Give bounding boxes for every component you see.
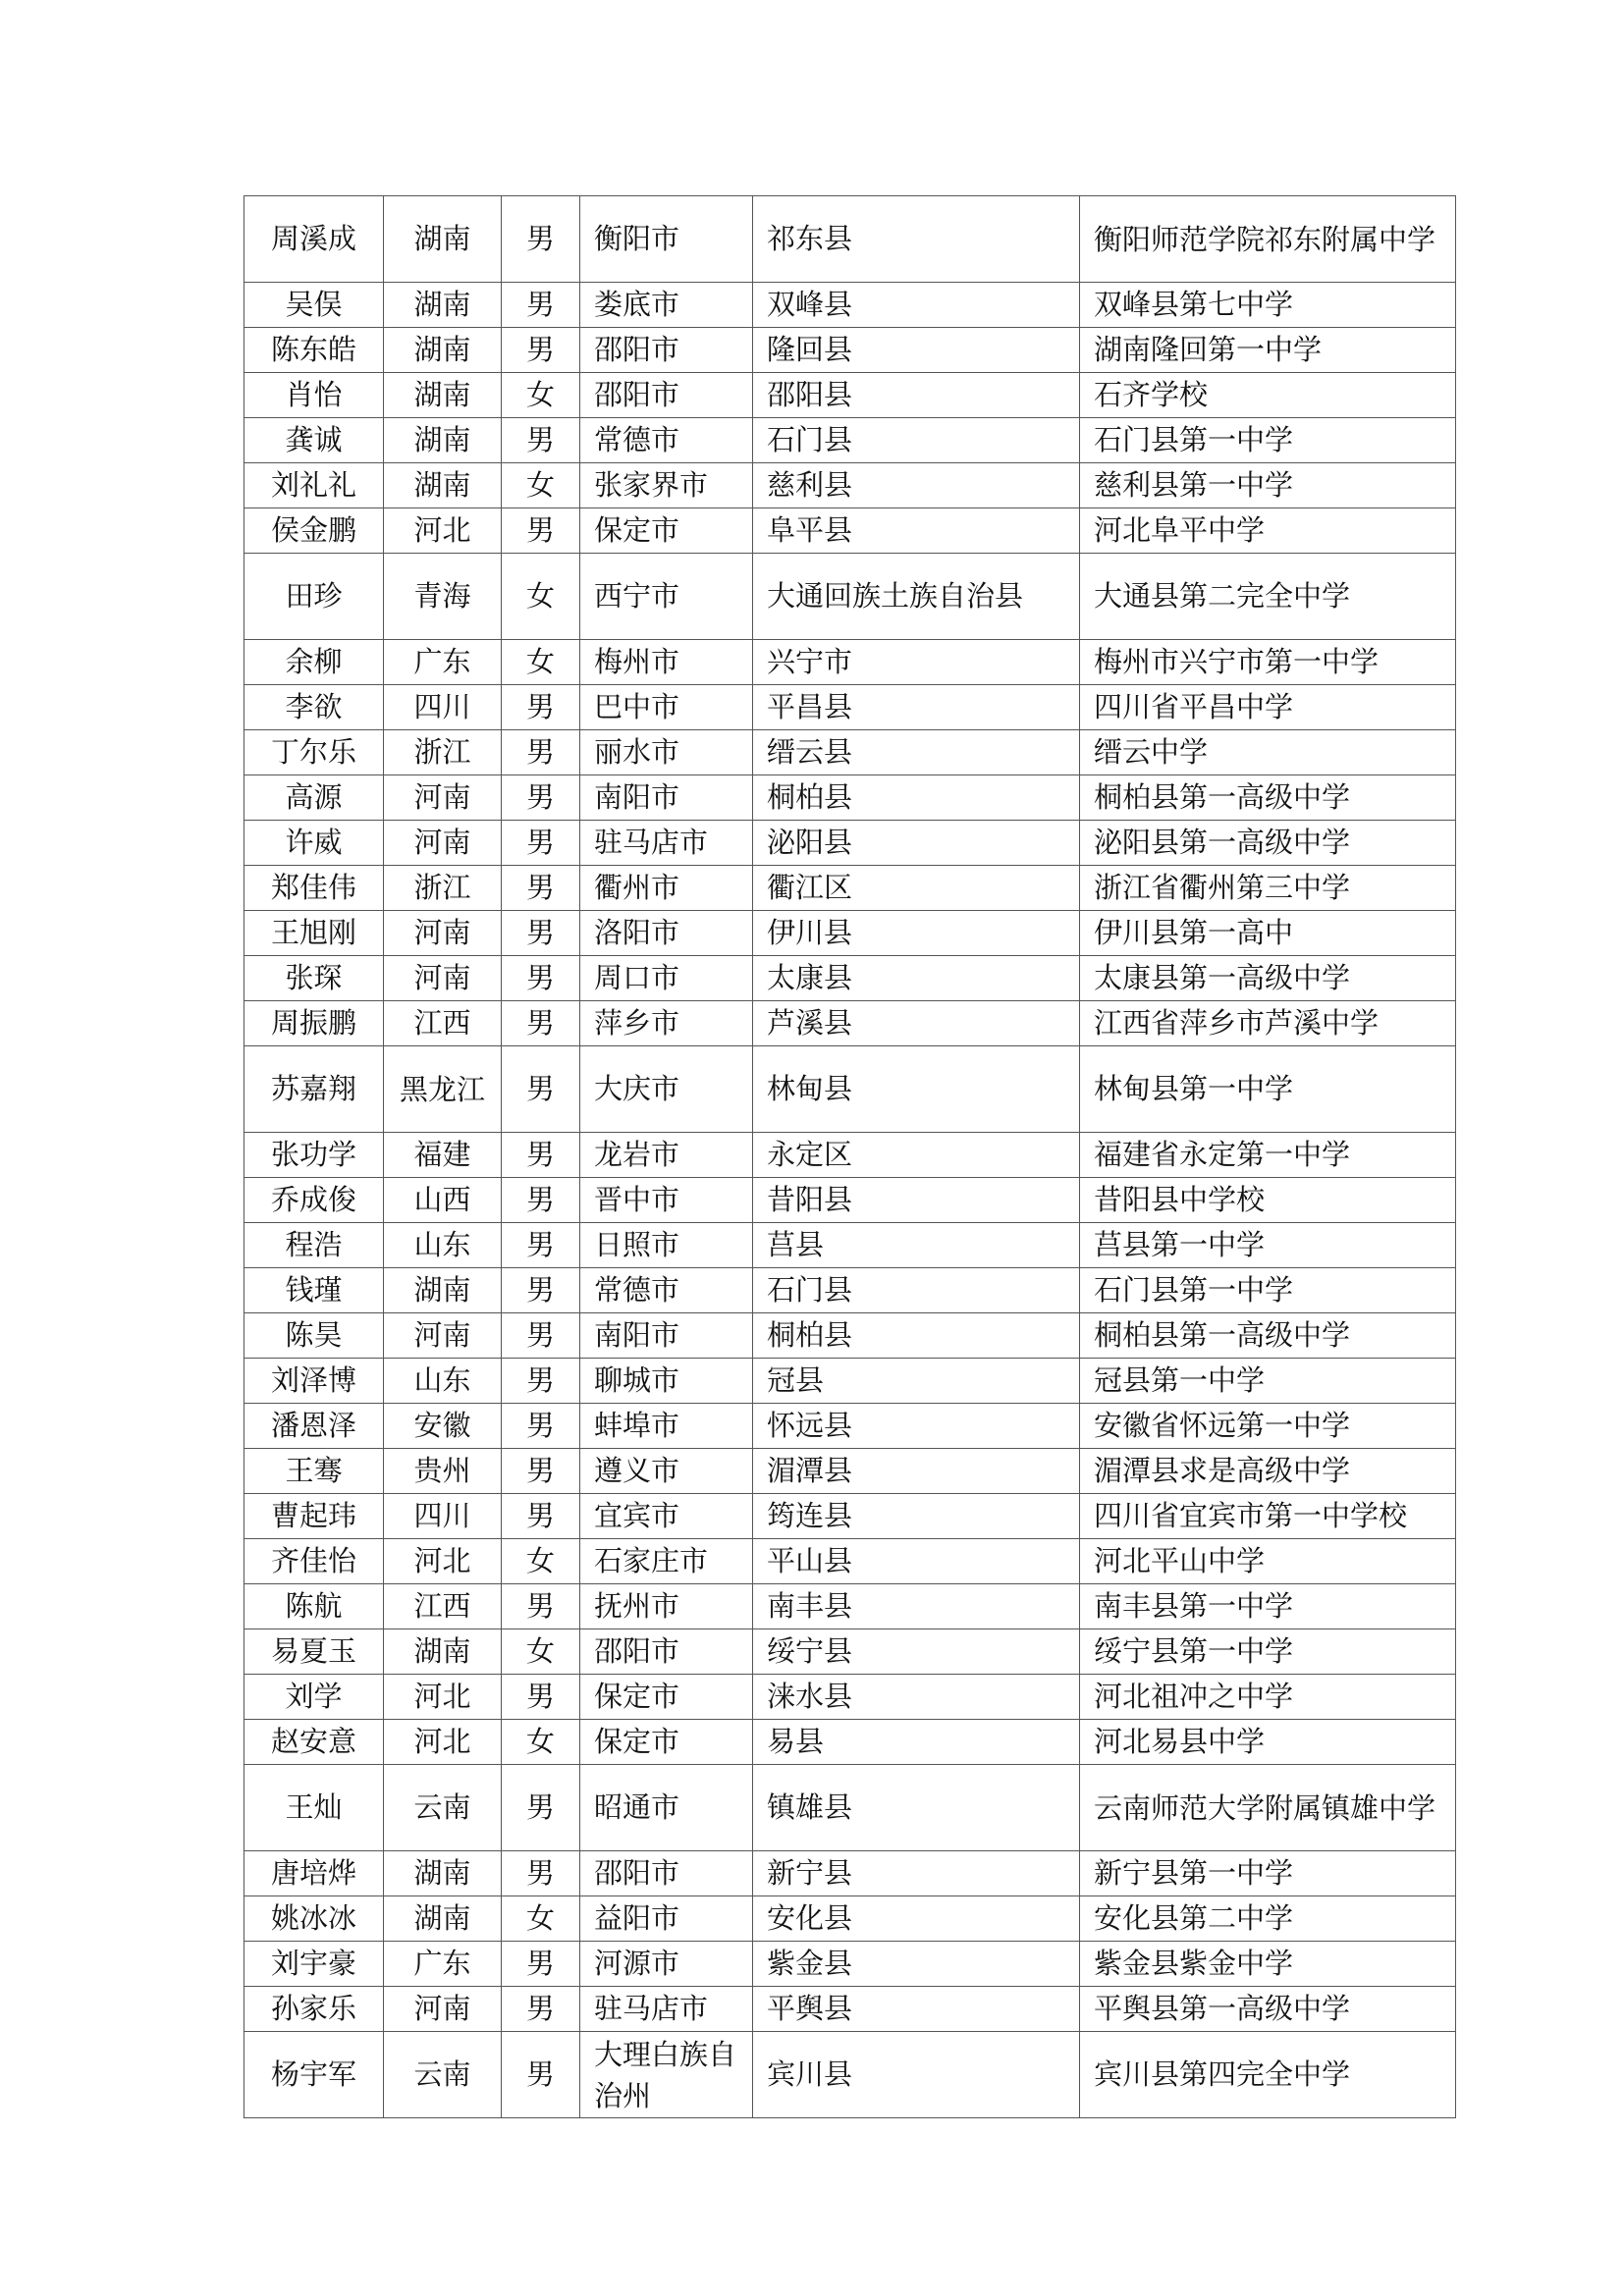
county-cell: 镇雄县 xyxy=(753,1765,1080,1851)
school-cell: 四川省宜宾市第一中学校 xyxy=(1080,1494,1456,1539)
county-cell: 易县 xyxy=(753,1720,1080,1765)
school-cell: 南丰县第一中学 xyxy=(1080,1584,1456,1629)
city-cell: 张家界市 xyxy=(580,463,753,508)
table-row xyxy=(244,956,1456,1001)
table-row xyxy=(244,554,1456,640)
name-cell: 田珍 xyxy=(244,554,384,640)
gender-cell: 男 xyxy=(502,1675,580,1720)
table-row xyxy=(244,1720,1456,1765)
table-row xyxy=(244,1178,1456,1223)
province-cell: 河南 xyxy=(384,1987,502,2032)
county-cell: 泌阳县 xyxy=(753,821,1080,866)
name-cell: 齐佳怡 xyxy=(244,1539,384,1584)
school-cell: 安化县第二中学 xyxy=(1080,1896,1456,1942)
province-cell: 河北 xyxy=(384,508,502,554)
province-cell: 福建 xyxy=(384,1133,502,1178)
school-cell: 太康县第一高级中学 xyxy=(1080,956,1456,1001)
gender-cell: 男 xyxy=(502,956,580,1001)
province-cell: 湖南 xyxy=(384,328,502,373)
province-cell: 湖南 xyxy=(384,196,502,283)
city-cell: 娄底市 xyxy=(580,283,753,328)
county-cell: 太康县 xyxy=(753,956,1080,1001)
name-cell: 刘泽博 xyxy=(244,1359,384,1404)
student-table xyxy=(244,195,1456,2118)
school-cell: 紫金县紫金中学 xyxy=(1080,1942,1456,1987)
province-cell: 河南 xyxy=(384,956,502,1001)
city-cell: 常德市 xyxy=(580,1268,753,1313)
name-cell: 程浩 xyxy=(244,1223,384,1268)
name-cell: 张功学 xyxy=(244,1133,384,1178)
school-cell: 石齐学校 xyxy=(1080,373,1456,418)
city-cell: 益阳市 xyxy=(580,1896,753,1942)
name-cell: 刘礼礼 xyxy=(244,463,384,508)
city-cell: 丽水市 xyxy=(580,730,753,775)
name-cell: 钱瑾 xyxy=(244,1268,384,1313)
school-cell: 伊川县第一高中 xyxy=(1080,911,1456,956)
gender-cell: 男 xyxy=(502,418,580,463)
school-cell: 泌阳县第一高级中学 xyxy=(1080,821,1456,866)
gender-cell: 男 xyxy=(502,1133,580,1178)
name-cell: 高源 xyxy=(244,775,384,821)
name-cell: 赵安意 xyxy=(244,1720,384,1765)
name-cell: 乔成俊 xyxy=(244,1178,384,1223)
province-cell: 湖南 xyxy=(384,1629,502,1675)
table-row xyxy=(244,2032,1456,2118)
city-cell: 保定市 xyxy=(580,508,753,554)
table-row xyxy=(244,1313,1456,1359)
gender-cell: 男 xyxy=(502,1494,580,1539)
school-cell: 河北平山中学 xyxy=(1080,1539,1456,1584)
gender-cell: 女 xyxy=(502,1896,580,1942)
table-row xyxy=(244,1494,1456,1539)
city-cell: 西宁市 xyxy=(580,554,753,640)
province-cell: 贵州 xyxy=(384,1449,502,1494)
name-cell: 张琛 xyxy=(244,956,384,1001)
province-cell: 浙江 xyxy=(384,866,502,911)
gender-cell: 男 xyxy=(502,911,580,956)
county-cell: 林甸县 xyxy=(753,1046,1080,1133)
county-cell: 阜平县 xyxy=(753,508,1080,554)
county-cell: 石门县 xyxy=(753,418,1080,463)
table-row xyxy=(244,508,1456,554)
table-row xyxy=(244,821,1456,866)
table-row xyxy=(244,196,1456,283)
name-cell: 吴俣 xyxy=(244,283,384,328)
gender-cell: 女 xyxy=(502,373,580,418)
school-cell: 湖南隆回第一中学 xyxy=(1080,328,1456,373)
gender-cell: 男 xyxy=(502,1268,580,1313)
city-cell: 大理白族自治州 xyxy=(580,2032,753,2118)
city-cell: 衢州市 xyxy=(580,866,753,911)
gender-cell: 男 xyxy=(502,1765,580,1851)
school-cell: 河北易县中学 xyxy=(1080,1720,1456,1765)
table-row xyxy=(244,1675,1456,1720)
city-cell: 宜宾市 xyxy=(580,1494,753,1539)
city-cell: 南阳市 xyxy=(580,1313,753,1359)
name-cell: 王旭刚 xyxy=(244,911,384,956)
table-row xyxy=(244,730,1456,775)
county-cell: 兴宁市 xyxy=(753,640,1080,685)
name-cell: 潘恩泽 xyxy=(244,1404,384,1449)
province-cell: 河南 xyxy=(384,821,502,866)
name-cell: 刘宇豪 xyxy=(244,1942,384,1987)
province-cell: 江西 xyxy=(384,1001,502,1046)
table-row xyxy=(244,1584,1456,1629)
table-row xyxy=(244,775,1456,821)
school-cell: 桐柏县第一高级中学 xyxy=(1080,1313,1456,1359)
province-cell: 山东 xyxy=(384,1223,502,1268)
county-cell: 冠县 xyxy=(753,1359,1080,1404)
gender-cell: 男 xyxy=(502,1404,580,1449)
city-cell: 邵阳市 xyxy=(580,373,753,418)
province-cell: 河北 xyxy=(384,1539,502,1584)
gender-cell: 男 xyxy=(502,1359,580,1404)
school-cell: 绥宁县第一中学 xyxy=(1080,1629,1456,1675)
name-cell: 周振鹏 xyxy=(244,1001,384,1046)
gender-cell: 男 xyxy=(502,1046,580,1133)
school-cell: 石门县第一中学 xyxy=(1080,418,1456,463)
county-cell: 筠连县 xyxy=(753,1494,1080,1539)
county-cell: 平舆县 xyxy=(753,1987,1080,2032)
school-cell: 云南师范大学附属镇雄中学 xyxy=(1080,1765,1456,1851)
name-cell: 刘学 xyxy=(244,1675,384,1720)
gender-cell: 女 xyxy=(502,554,580,640)
table-row xyxy=(244,418,1456,463)
school-cell: 大通县第二完全中学 xyxy=(1080,554,1456,640)
name-cell: 许威 xyxy=(244,821,384,866)
school-cell: 江西省萍乡市芦溪中学 xyxy=(1080,1001,1456,1046)
county-cell: 紫金县 xyxy=(753,1942,1080,1987)
province-cell: 湖南 xyxy=(384,283,502,328)
school-cell: 四川省平昌中学 xyxy=(1080,685,1456,730)
county-cell: 伊川县 xyxy=(753,911,1080,956)
school-cell: 冠县第一中学 xyxy=(1080,1359,1456,1404)
name-cell: 余柳 xyxy=(244,640,384,685)
county-cell: 平山县 xyxy=(753,1539,1080,1584)
province-cell: 广东 xyxy=(384,640,502,685)
county-cell: 平昌县 xyxy=(753,685,1080,730)
school-cell: 平舆县第一高级中学 xyxy=(1080,1987,1456,2032)
county-cell: 衢江区 xyxy=(753,866,1080,911)
city-cell: 邵阳市 xyxy=(580,1851,753,1896)
county-cell: 涞水县 xyxy=(753,1675,1080,1720)
table-row xyxy=(244,373,1456,418)
city-cell: 龙岩市 xyxy=(580,1133,753,1178)
name-cell: 王灿 xyxy=(244,1765,384,1851)
county-cell: 大通回族土族自治县 xyxy=(753,554,1080,640)
county-cell: 桐柏县 xyxy=(753,775,1080,821)
table-row xyxy=(244,1851,1456,1896)
table-row xyxy=(244,640,1456,685)
name-cell: 郑佳伟 xyxy=(244,866,384,911)
county-cell: 宾川县 xyxy=(753,2032,1080,2118)
school-cell: 宾川县第四完全中学 xyxy=(1080,2032,1456,2118)
school-cell: 河北祖冲之中学 xyxy=(1080,1675,1456,1720)
gender-cell: 男 xyxy=(502,685,580,730)
school-cell: 新宁县第一中学 xyxy=(1080,1851,1456,1896)
county-cell: 新宁县 xyxy=(753,1851,1080,1896)
province-cell: 黑龙江 xyxy=(384,1046,502,1133)
city-cell: 洛阳市 xyxy=(580,911,753,956)
city-cell: 驻马店市 xyxy=(580,821,753,866)
table-row xyxy=(244,463,1456,508)
name-cell: 侯金鹏 xyxy=(244,508,384,554)
school-cell: 双峰县第七中学 xyxy=(1080,283,1456,328)
school-cell: 莒县第一中学 xyxy=(1080,1223,1456,1268)
name-cell: 王骞 xyxy=(244,1449,384,1494)
gender-cell: 女 xyxy=(502,463,580,508)
table-row xyxy=(244,1942,1456,1987)
city-cell: 邵阳市 xyxy=(580,328,753,373)
school-cell: 河北阜平中学 xyxy=(1080,508,1456,554)
province-cell: 江西 xyxy=(384,1584,502,1629)
province-cell: 湖南 xyxy=(384,463,502,508)
county-cell: 祁东县 xyxy=(753,196,1080,283)
gender-cell: 女 xyxy=(502,1539,580,1584)
city-cell: 常德市 xyxy=(580,418,753,463)
name-cell: 唐培烨 xyxy=(244,1851,384,1896)
city-cell: 巴中市 xyxy=(580,685,753,730)
gender-cell: 男 xyxy=(502,196,580,283)
gender-cell: 女 xyxy=(502,640,580,685)
gender-cell: 男 xyxy=(502,866,580,911)
county-cell: 昔阳县 xyxy=(753,1178,1080,1223)
school-cell: 衡阳师范学院祁东附属中学 xyxy=(1080,196,1456,283)
county-cell: 石门县 xyxy=(753,1268,1080,1313)
province-cell: 河北 xyxy=(384,1720,502,1765)
city-cell: 保定市 xyxy=(580,1720,753,1765)
county-cell: 邵阳县 xyxy=(753,373,1080,418)
city-cell: 萍乡市 xyxy=(580,1001,753,1046)
city-cell: 邵阳市 xyxy=(580,1629,753,1675)
table-row xyxy=(244,1765,1456,1851)
city-cell: 梅州市 xyxy=(580,640,753,685)
city-cell: 大庆市 xyxy=(580,1046,753,1133)
gender-cell: 男 xyxy=(502,328,580,373)
gender-cell: 男 xyxy=(502,283,580,328)
city-cell: 保定市 xyxy=(580,1675,753,1720)
county-cell: 莒县 xyxy=(753,1223,1080,1268)
school-cell: 石门县第一中学 xyxy=(1080,1268,1456,1313)
table-row xyxy=(244,1223,1456,1268)
table-row xyxy=(244,1268,1456,1313)
table-row xyxy=(244,1539,1456,1584)
province-cell: 河南 xyxy=(384,775,502,821)
province-cell: 青海 xyxy=(384,554,502,640)
name-cell: 易夏玉 xyxy=(244,1629,384,1675)
table-row xyxy=(244,283,1456,328)
county-cell: 桐柏县 xyxy=(753,1313,1080,1359)
city-cell: 衡阳市 xyxy=(580,196,753,283)
table-row xyxy=(244,1629,1456,1675)
city-cell: 日照市 xyxy=(580,1223,753,1268)
gender-cell: 男 xyxy=(502,2032,580,2118)
gender-cell: 男 xyxy=(502,1178,580,1223)
name-cell: 姚冰冰 xyxy=(244,1896,384,1942)
province-cell: 山西 xyxy=(384,1178,502,1223)
province-cell: 四川 xyxy=(384,685,502,730)
province-cell: 广东 xyxy=(384,1942,502,1987)
school-cell: 昔阳县中学校 xyxy=(1080,1178,1456,1223)
name-cell: 杨宇军 xyxy=(244,2032,384,2118)
province-cell: 湖南 xyxy=(384,1851,502,1896)
gender-cell: 男 xyxy=(502,1313,580,1359)
province-cell: 浙江 xyxy=(384,730,502,775)
school-cell: 林甸县第一中学 xyxy=(1080,1046,1456,1133)
province-cell: 云南 xyxy=(384,1765,502,1851)
city-cell: 周口市 xyxy=(580,956,753,1001)
city-cell: 抚州市 xyxy=(580,1584,753,1629)
name-cell: 陈昊 xyxy=(244,1313,384,1359)
school-cell: 缙云中学 xyxy=(1080,730,1456,775)
gender-cell: 男 xyxy=(502,1449,580,1494)
county-cell: 安化县 xyxy=(753,1896,1080,1942)
gender-cell: 男 xyxy=(502,775,580,821)
county-cell: 绥宁县 xyxy=(753,1629,1080,1675)
county-cell: 南丰县 xyxy=(753,1584,1080,1629)
county-cell: 湄潭县 xyxy=(753,1449,1080,1494)
county-cell: 芦溪县 xyxy=(753,1001,1080,1046)
table-row xyxy=(244,1359,1456,1404)
name-cell: 肖怡 xyxy=(244,373,384,418)
city-cell: 晋中市 xyxy=(580,1178,753,1223)
county-cell: 永定区 xyxy=(753,1133,1080,1178)
gender-cell: 男 xyxy=(502,1942,580,1987)
name-cell: 陈东皓 xyxy=(244,328,384,373)
table-row xyxy=(244,1896,1456,1942)
school-cell: 福建省永定第一中学 xyxy=(1080,1133,1456,1178)
province-cell: 湖南 xyxy=(384,1896,502,1942)
table-row xyxy=(244,1404,1456,1449)
gender-cell: 男 xyxy=(502,1851,580,1896)
table-row xyxy=(244,1987,1456,2032)
name-cell: 周溪成 xyxy=(244,196,384,283)
city-cell: 遵义市 xyxy=(580,1449,753,1494)
name-cell: 李欲 xyxy=(244,685,384,730)
table-row xyxy=(244,1001,1456,1046)
province-cell: 湖南 xyxy=(384,418,502,463)
table-row xyxy=(244,1046,1456,1133)
province-cell: 湖南 xyxy=(384,373,502,418)
province-cell: 河南 xyxy=(384,911,502,956)
name-cell: 曹起玮 xyxy=(244,1494,384,1539)
province-cell: 安徽 xyxy=(384,1404,502,1449)
table-row xyxy=(244,1449,1456,1494)
province-cell: 湖南 xyxy=(384,1268,502,1313)
table-row xyxy=(244,328,1456,373)
name-cell: 陈航 xyxy=(244,1584,384,1629)
table-row xyxy=(244,911,1456,956)
table-row xyxy=(244,866,1456,911)
county-cell: 双峰县 xyxy=(753,283,1080,328)
city-cell: 聊城市 xyxy=(580,1359,753,1404)
school-cell: 慈利县第一中学 xyxy=(1080,463,1456,508)
county-cell: 缙云县 xyxy=(753,730,1080,775)
gender-cell: 男 xyxy=(502,1987,580,2032)
school-cell: 浙江省衢州第三中学 xyxy=(1080,866,1456,911)
county-cell: 隆回县 xyxy=(753,328,1080,373)
gender-cell: 男 xyxy=(502,1223,580,1268)
county-cell: 慈利县 xyxy=(753,463,1080,508)
name-cell: 龚诚 xyxy=(244,418,384,463)
city-cell: 蚌埠市 xyxy=(580,1404,753,1449)
table-row xyxy=(244,685,1456,730)
city-cell: 南阳市 xyxy=(580,775,753,821)
city-cell: 昭通市 xyxy=(580,1765,753,1851)
name-cell: 孙家乐 xyxy=(244,1987,384,2032)
province-cell: 山东 xyxy=(384,1359,502,1404)
county-cell: 怀远县 xyxy=(753,1404,1080,1449)
gender-cell: 女 xyxy=(502,1720,580,1765)
school-cell: 安徽省怀远第一中学 xyxy=(1080,1404,1456,1449)
province-cell: 河北 xyxy=(384,1675,502,1720)
table-row xyxy=(244,1133,1456,1178)
gender-cell: 男 xyxy=(502,1584,580,1629)
province-cell: 四川 xyxy=(384,1494,502,1539)
gender-cell: 男 xyxy=(502,821,580,866)
school-cell: 梅州市兴宁市第一中学 xyxy=(1080,640,1456,685)
name-cell: 丁尔乐 xyxy=(244,730,384,775)
gender-cell: 女 xyxy=(502,1629,580,1675)
gender-cell: 男 xyxy=(502,508,580,554)
gender-cell: 男 xyxy=(502,730,580,775)
city-cell: 石家庄市 xyxy=(580,1539,753,1584)
province-cell: 河南 xyxy=(384,1313,502,1359)
student-table-body xyxy=(244,196,1456,2118)
gender-cell: 男 xyxy=(502,1001,580,1046)
name-cell: 苏嘉翔 xyxy=(244,1046,384,1133)
city-cell: 河源市 xyxy=(580,1942,753,1987)
school-cell: 桐柏县第一高级中学 xyxy=(1080,775,1456,821)
province-cell: 云南 xyxy=(384,2032,502,2118)
city-cell: 驻马店市 xyxy=(580,1987,753,2032)
school-cell: 湄潭县求是高级中学 xyxy=(1080,1449,1456,1494)
